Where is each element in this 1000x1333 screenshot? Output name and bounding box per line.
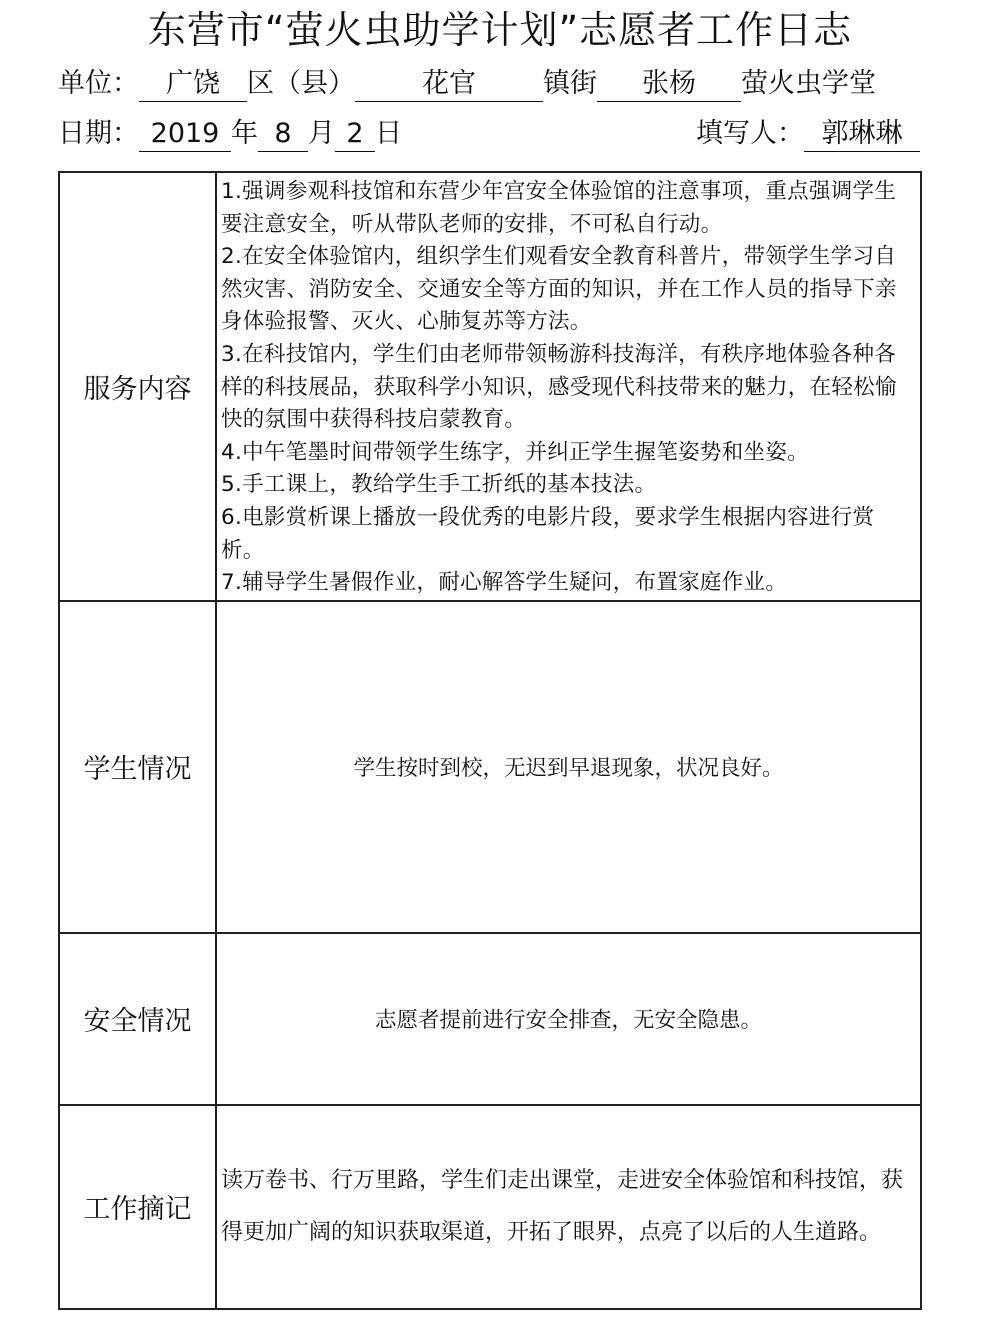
service-item: 4.中午笔墨时间带领学生练字，并纠正学生握笔姿势和坐姿。 xyxy=(221,439,809,465)
date-row xyxy=(58,114,920,154)
district-suffix: 区（县） xyxy=(247,68,355,99)
safety-row xyxy=(59,933,921,1105)
unit-label: 单位： xyxy=(58,68,139,99)
unit-row xyxy=(58,64,876,104)
district-field: 广饶 xyxy=(139,67,247,102)
town-field: 花官 xyxy=(355,67,543,102)
service-content xyxy=(216,172,921,601)
safety-content: 志愿者提前进行安全排查，无安全隐患。 xyxy=(216,933,921,1105)
notes-label: 工作摘记 xyxy=(59,1105,216,1309)
students-row xyxy=(59,601,921,933)
date-label: 日期： xyxy=(58,118,139,149)
safety-label: 安全情况 xyxy=(59,933,216,1105)
writer-label: 填写人： xyxy=(696,118,804,149)
writer-group xyxy=(696,114,920,154)
month-suffix: 月 xyxy=(308,118,335,149)
service-item: 5.手工课上，教给学生手工折纸的基本技法。 xyxy=(221,472,657,498)
day-suffix: 日 xyxy=(375,118,402,149)
students-label: 学生情况 xyxy=(59,601,216,933)
notes-content: 读万卷书、行万里路，学生们走出课堂，走进安全体验馆和科技馆，获得更加广阔的知识获取渠道，开拓了眼界，点亮了以后的人生道路。 xyxy=(216,1105,921,1309)
notes-row xyxy=(59,1105,921,1309)
page-title: 东营市“萤火虫助学计划”志愿者工作日志 xyxy=(147,8,853,52)
students-content: 学生按时到校，无迟到早退现象，状况良好。 xyxy=(216,601,921,933)
town-suffix: 镇街 xyxy=(543,68,597,99)
year-suffix: 年 xyxy=(231,118,258,149)
service-item: 1.强调参观科技馆和东营少年宫安全体验馆的注意事项，重点强调学生要注意安全，听从带队老师的安排，不可私自行动。 xyxy=(221,179,897,237)
service-item: 7.辅导学生暑假作业，耐心解答学生疑问，布置家庭作业。 xyxy=(221,570,788,596)
service-row xyxy=(59,172,921,601)
service-item: 2.在安全体验馆内，组织学生们观看安全教育科普片，带领学生学习自然灾害、消防安全、交通安全等方面的知识，并在工作人员的指导下亲身体验报警、灭火、心肺复苏等方法。 xyxy=(221,244,897,335)
service-item: 3.在科技馆内，学生们由老师带领畅游科技海洋，有秩序地体验各种各样的科技展品，获取科学小知识，感受现代科技带来的魅力，在轻松愉快的氛围中获得科技启蒙教育。 xyxy=(221,341,897,433)
month-field: 8 xyxy=(258,117,308,152)
service-item: 6.电影赏析课上播放一段优秀的电影片段，要求学生根据内容进行赏析。 xyxy=(221,504,875,563)
village-field: 张杨 xyxy=(597,67,741,102)
service-label: 服务内容 xyxy=(59,172,216,601)
day-field: 2 xyxy=(335,117,375,152)
year-field: 2019 xyxy=(139,117,231,152)
log-table xyxy=(58,171,922,1310)
school-name: 萤火虫学堂 xyxy=(741,68,876,99)
writer-name: 郭琳琳 xyxy=(804,117,920,152)
